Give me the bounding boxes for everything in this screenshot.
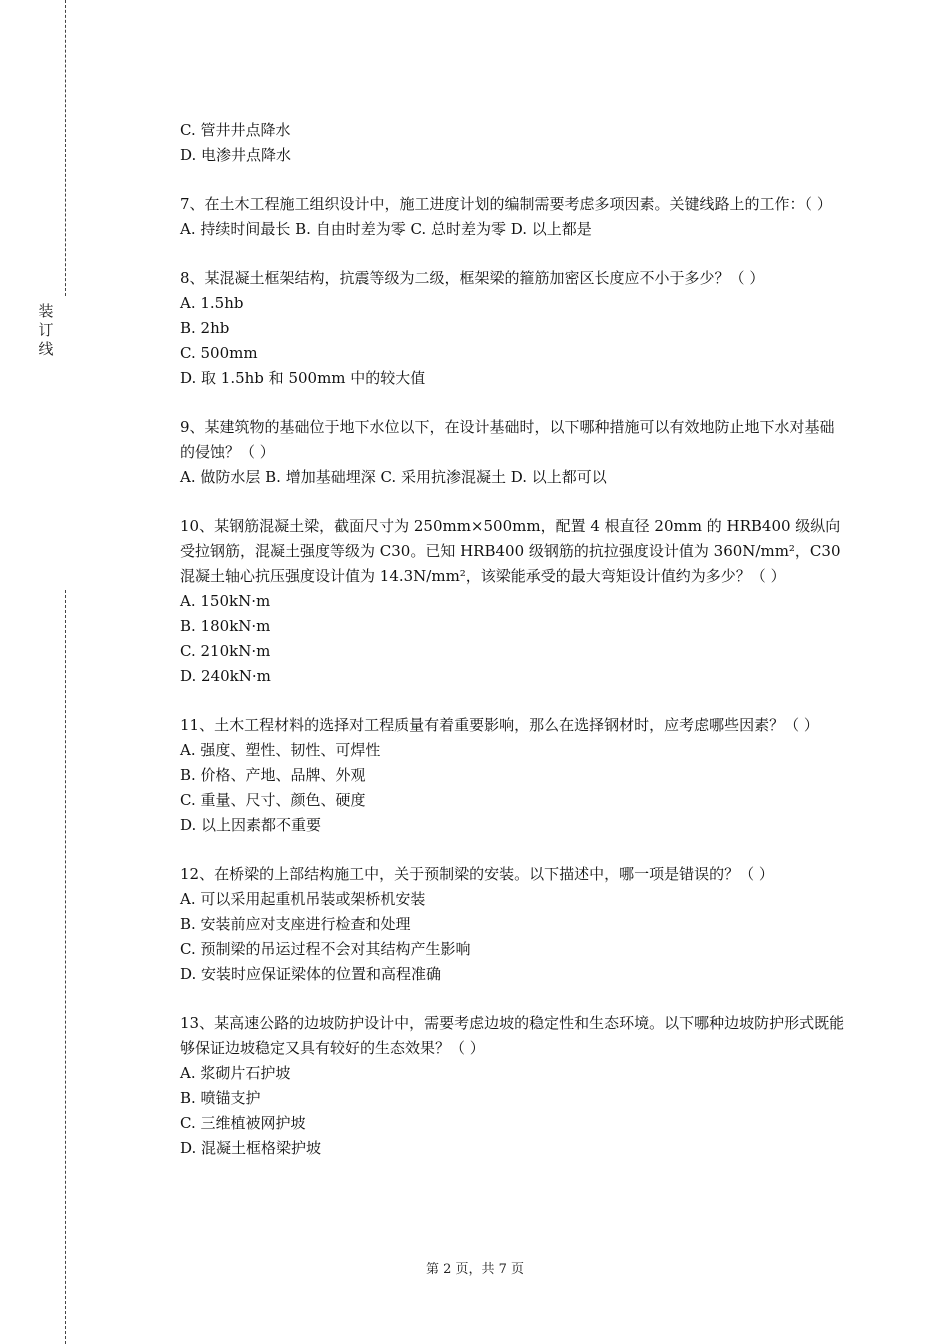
question-block <box>180 415 845 490</box>
question-block <box>180 1011 845 1161</box>
question-stem: 11、土木工程材料的选择对工程质量有着重要影响，那么在选择钢材时，应考虑哪些因素？（ ） <box>180 716 819 734</box>
question-stem: 8、某混凝土框架结构，抗震等级为二级，框架梁的箍筋加密区长度应不小于多少？（ ） <box>180 269 765 287</box>
binding-dashed-line-top <box>65 0 66 296</box>
binding-label <box>36 302 56 359</box>
question-line: D. 安装时应保证梁体的位置和高程准确 <box>180 965 442 983</box>
question-line: A. 做防水层 B. 增加基础埋深 C. 采用抗渗混凝土 D. 以上都可以 <box>180 468 607 486</box>
exam-content <box>180 118 845 1185</box>
question-block <box>180 713 845 838</box>
question-line: B. 安装前应对支座进行检查和处理 <box>180 915 411 933</box>
question-block <box>180 192 845 242</box>
question-block <box>180 266 845 391</box>
question-line: C. 三维植被网护坡 <box>180 1114 306 1132</box>
question-line: A. 1.5hb <box>180 294 244 312</box>
question-line: C. 500mm <box>180 344 258 362</box>
question-line: A. 强度、塑性、韧性、可焊性 <box>180 741 381 759</box>
question-line: D. 取 1.5hb 和 500mm 中的较大值 <box>180 369 426 387</box>
question-block <box>180 118 845 168</box>
question-line: A. 150kN·m <box>180 592 271 610</box>
question-line: D. 240kN·m <box>180 667 271 685</box>
page-number: 第 2 页，共 7 页 <box>425 1262 525 1277</box>
binding-dashed-line-bottom <box>65 590 66 1344</box>
question-line: A. 持续时间最长 B. 自由时差为零 C. 总时差为零 D. 以上都是 <box>180 220 592 238</box>
binding-char: 装 <box>38 302 54 320</box>
binding-char: 线 <box>38 340 54 358</box>
question-stem: 7、在土木工程施工组织设计中，施工进度计划的编制需要考虑多项因素。关键线路上的工作：（ ） <box>180 195 832 213</box>
question-stem: 13、某高速公路的边坡防护设计中，需要考虑边坡的稳定性和生态环境。以下哪种边坡防护形式既能够保证边坡稳定又具有较好的生态效果？（ ） <box>180 1014 845 1057</box>
question-line: C. 重量、尺寸、颜色、硬度 <box>180 791 366 809</box>
question-line: C. 管井井点降水 <box>180 121 291 139</box>
question-line: B. 喷锚支护 <box>180 1089 261 1107</box>
question-stem: 12、在桥梁的上部结构施工中，关于预制梁的安装。以下描述中，哪一项是错误的？（ ） <box>180 865 774 883</box>
binding-char: 订 <box>38 321 54 339</box>
question-stem: 9、某建筑物的基础位于地下水位以下，在设计基础时，以下哪种措施可以有效地防止地下水对基础的侵蚀？（ ） <box>180 418 835 461</box>
question-line: D. 电渗井点降水 <box>180 146 292 164</box>
question-line: C. 预制梁的吊运过程不会对其结构产生影响 <box>180 940 471 958</box>
question-line: B. 180kN·m <box>180 617 271 635</box>
question-line: D. 以上因素都不重要 <box>180 816 322 834</box>
question-line: D. 混凝土框格梁护坡 <box>180 1139 322 1157</box>
question-line: A. 浆砌片石护坡 <box>180 1064 291 1082</box>
question-line: C. 210kN·m <box>180 642 271 660</box>
question-line: B. 2hb <box>180 319 230 337</box>
question-line: B. 价格、产地、品牌、外观 <box>180 766 366 784</box>
question-line: A. 可以采用起重机吊装或架桥机安装 <box>180 890 426 908</box>
question-stem: 10、某钢筋混凝土梁，截面尺寸为 250mm×500mm，配置 4 根直径 20mm 的 HRB400 级纵向受拉钢筋，混凝土强度等级为 C30。已知 HRB400 级钢筋的抗拉强度设计值为 360N/mm²，C30 混凝土轴心抗压强度设计值为 14.3N/mm²，该梁能承受的最大弯矩设计值约为多少？（ ） <box>180 517 846 585</box>
question-block <box>180 862 845 987</box>
question-block <box>180 514 845 689</box>
